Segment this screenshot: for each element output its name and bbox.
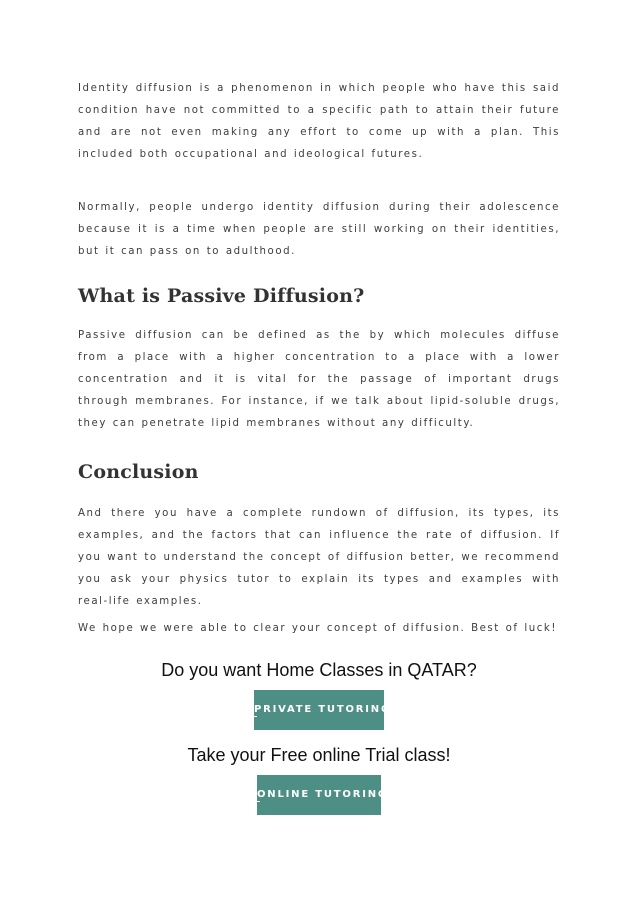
online-tutoring-button[interactable] [257,775,388,815]
home-classes-prompt: Do you want Home Classes in QATAR? [161,660,477,680]
private-tutoring-button[interactable] [254,690,391,730]
free-trial-prompt: Take your Free online Trial class! [187,745,451,765]
heading-conclusion: Conclusion [78,461,199,483]
paragraph-passive-diffusion: Passive diffusion can be defined as the by which molecules diffuse from a place with a higher concentration to a place with a lower concentration and it is vital for the passage of important drugs through membranes. For instance, if we talk about lipid-soluble drugs, they can penetrate lipid membranes without any difficulty. [78,330,560,429]
paragraph-identity-diffusion: Identity diffusion is a phenomenon in which people who have this said condition have not committed to a specific path to attain their future and are not even making any effort to come up with a plan. This included both occupational and ideological futures. [78,83,560,160]
paragraph-closing: We hope we were able to clear your concept of diffusion. Best of luck! [78,623,557,634]
private-tutoring-label: PRIVATE TUTORING [254,704,391,715]
online-tutoring-label: ONLINE TUTORING [257,789,388,800]
heading-passive-diffusion: What is Passive Diffusion? [78,285,365,307]
paragraph-adolescence: Normally, people undergo identity diffusion during their adolescence because it is a time when people are still working on their identities, but it can pass on to adulthood. [78,202,560,257]
underscore-mark [257,801,260,802]
paragraph-conclusion: And there you have a complete rundown of diffusion, its types, its examples, and the factors that can influence the rate of diffusion. If you want to understand the concept of diffusion better, we recommend you ask your physics tutor to explain its types and examples with real-life examples. [78,508,560,607]
underscore-mark [254,716,257,717]
